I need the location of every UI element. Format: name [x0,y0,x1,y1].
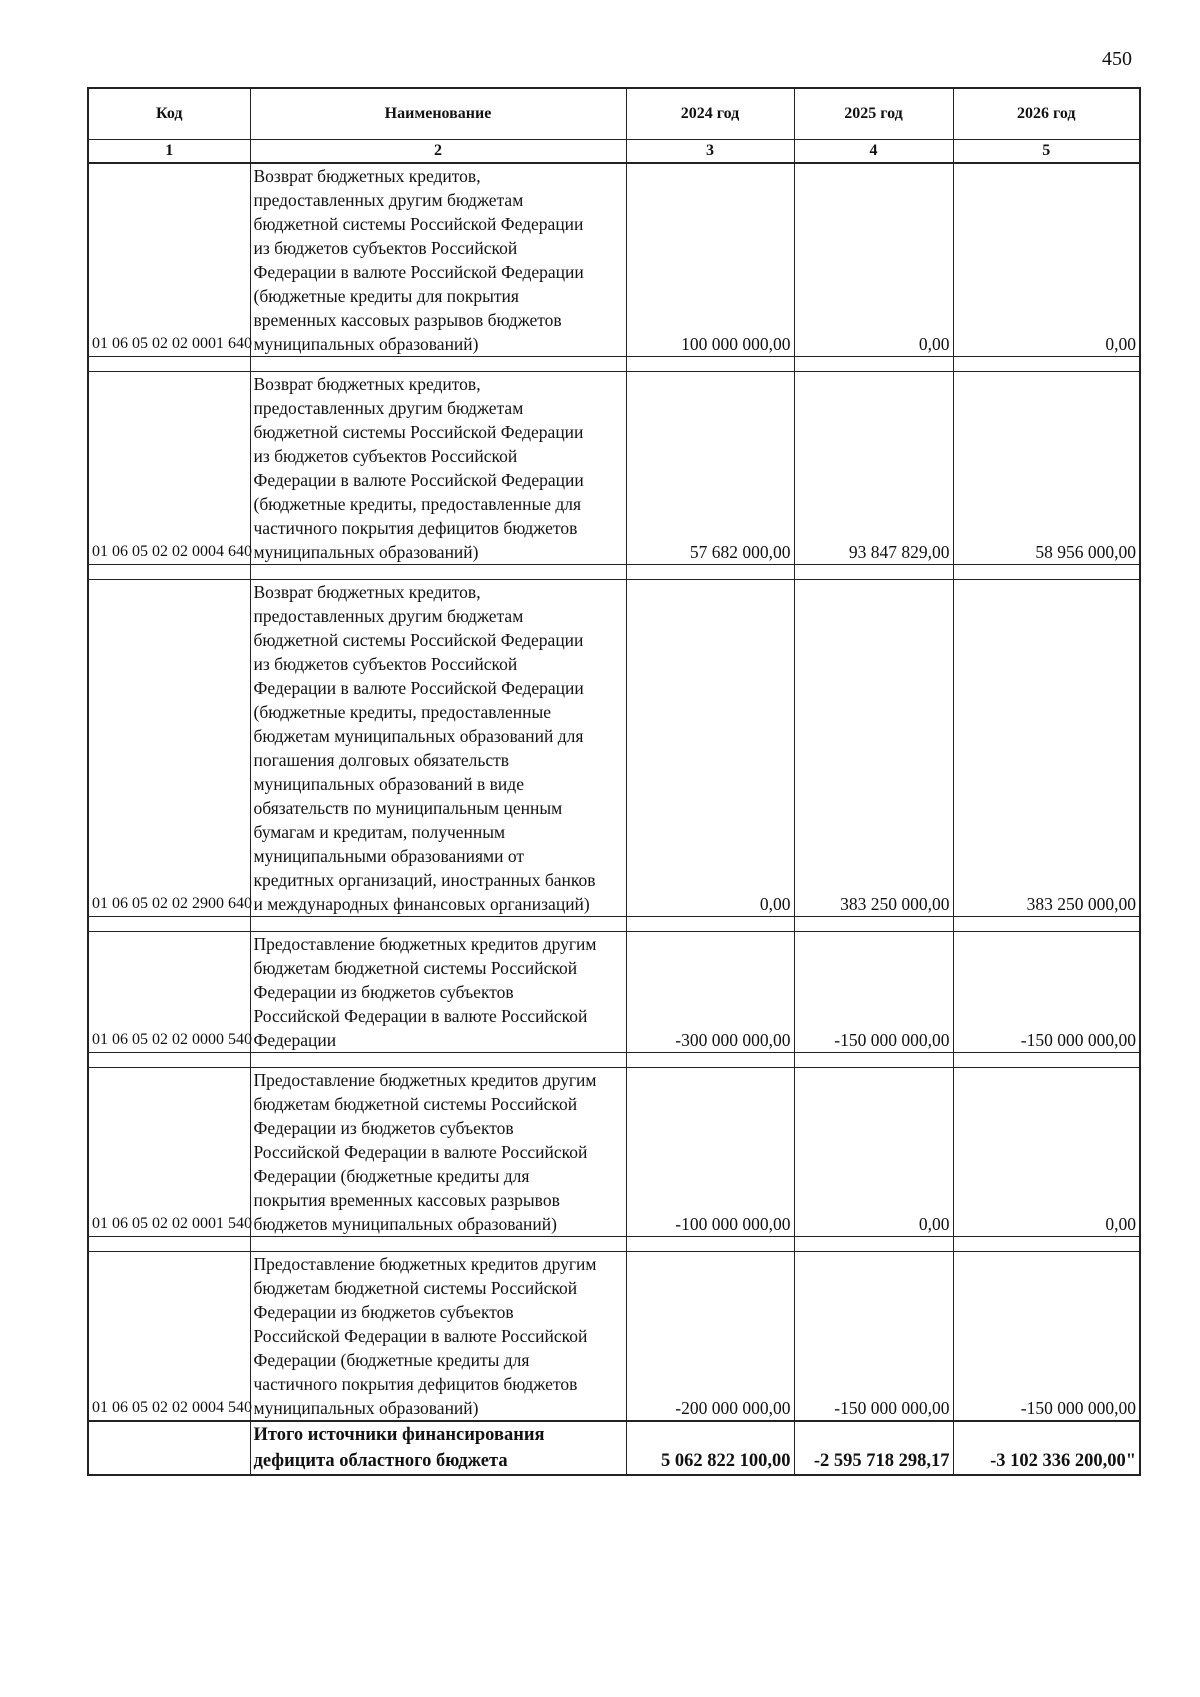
row-name-line: Федерации из бюджетов субъектов [253,1302,514,1322]
header-code: Код [88,88,250,140]
column-number: 2 [250,140,626,164]
row-name-line: бюджетам бюджетной системы Российской [253,1278,578,1298]
row-name-line: предоставленных другим бюджетам [253,190,524,210]
row-name-line: из бюджетов субъектов Российской [253,446,518,466]
spacer-cell [626,357,794,372]
spacer-cell [250,1237,626,1252]
row-name [250,1068,626,1237]
row-name-line: бюджетам бюджетной системы Российской [253,958,578,978]
row-value-2025: -150 000 000,00 [794,1252,953,1422]
spacer-cell [626,565,794,580]
column-number-row [88,140,1140,164]
budget-sources-table [87,87,1141,1476]
row-value-2025: 0,00 [794,163,953,357]
row-name-line: из бюджетов субъектов Российской [253,238,518,258]
row-code: 01 06 05 02 02 0001 640 [88,163,250,357]
spacer-cell [794,917,953,932]
spacer-row [88,1053,1140,1068]
row-name-line: (бюджетные кредиты, предоставленные для [253,494,582,514]
table-row [88,1068,1140,1237]
row-name-line: Федерации [253,1030,337,1050]
row-name-line: Федерации из бюджетов субъектов [253,1118,514,1138]
row-name-line: частичного покрытия дефицитов бюджетов [253,518,578,538]
row-name-line: Российской Федерации в валюте Российской [253,1006,588,1026]
spacer-cell [250,565,626,580]
header-name: Наименование [250,88,626,140]
column-number: 5 [953,140,1140,164]
header-row [88,88,1140,140]
spacer-cell [794,1053,953,1068]
column-number: 4 [794,140,953,164]
row-name-line: Итого источники финансирования [253,1425,545,1445]
total-value-2025: -2 595 718 298,17 [794,1421,953,1475]
row-name-line: муниципальных образований) [253,542,479,562]
spacer-cell [88,917,250,932]
spacer-cell [794,565,953,580]
row-name-line: временных кассовых разрывов бюджетов [253,310,562,330]
row-value-2024: -200 000 000,00 [626,1252,794,1422]
table-row [88,1252,1140,1422]
row-value-2024: -100 000 000,00 [626,1068,794,1237]
row-name-line: покрытия временных кассовых разрывов [253,1190,560,1210]
table-row [88,932,1140,1053]
spacer-cell [953,917,1140,932]
spacer-cell [953,1053,1140,1068]
row-name [250,163,626,357]
row-name [250,932,626,1053]
row-value-2025: -150 000 000,00 [794,932,953,1053]
row-name-line: муниципальных образований) [253,334,479,354]
row-name-line: предоставленных другим бюджетам [253,398,524,418]
row-name-line: Федерации (бюджетные кредиты для [253,1166,530,1186]
row-name-line: Предоставление бюджетных кредитов другим [253,1254,597,1274]
row-name [250,1252,626,1422]
row-name-line: Федерации в валюте Российской Федерации [253,470,584,490]
spacer-cell [88,565,250,580]
row-code: 01 06 05 02 02 0004 540 [88,1252,250,1422]
row-value-2026: 58 956 000,00 [953,372,1140,565]
total-value-2024: 5 062 822 100,00 [626,1421,794,1475]
spacer-cell [626,1237,794,1252]
row-code: 01 06 05 02 02 0000 540 [88,932,250,1053]
row-name-line: бюджетам бюджетной системы Российской [253,1094,578,1114]
row-value-2025: 93 847 829,00 [794,372,953,565]
spacer-cell [953,565,1140,580]
page-number: 450 [1102,48,1132,70]
row-value-2025: 383 250 000,00 [794,580,953,917]
row-name-line: и международных финансовых организаций) [253,894,590,914]
column-number: 1 [88,140,250,164]
row-code: 01 06 05 02 02 0004 640 [88,372,250,565]
spacer-cell [794,357,953,372]
row-value-2024: 57 682 000,00 [626,372,794,565]
row-name-line: погашения долговых обязательств [253,750,510,770]
row-name-line: частичного покрытия дефицитов бюджетов [253,1374,578,1394]
row-name-line: бюджетной системы Российской Федерации [253,630,584,650]
spacer-cell [626,1053,794,1068]
spacer-row [88,357,1140,372]
header-2025: 2025 год [794,88,953,140]
spacer-cell [88,357,250,372]
row-name [250,580,626,917]
row-name-line: (бюджетные кредиты, предоставленные [253,702,551,722]
spacer-cell [626,917,794,932]
row-name-line: Российской Федерации в валюте Российской [253,1326,588,1346]
row-value-2025: 0,00 [794,1068,953,1237]
spacer-row [88,565,1140,580]
row-name-line: Предоставление бюджетных кредитов другим [253,934,597,954]
column-number: 3 [626,140,794,164]
spacer-cell [953,357,1140,372]
row-name-line: дефицита областного бюджета [253,1451,508,1471]
row-name-line: муниципальных образований) [253,1398,479,1418]
spacer-cell [250,357,626,372]
spacer-cell [88,1053,250,1068]
row-name-line: бюджетной системы Российской Федерации [253,214,584,234]
table-header [88,88,1140,163]
row-code: 01 06 05 02 02 2900 640 [88,580,250,917]
table-row [88,163,1140,357]
table-row [88,580,1140,917]
table-row [88,372,1140,565]
spacer-cell [250,917,626,932]
row-name-line: кредитных организаций, иностранных банков [253,870,596,890]
spacer-cell [88,1237,250,1252]
row-value-2026: 383 250 000,00 [953,580,1140,917]
row-name-line: Федерации из бюджетов субъектов [253,982,514,1002]
row-name-line: муниципальных образований в виде [253,774,524,794]
row-name-line: бюджетам муниципальных образований для [253,726,584,746]
row-value-2026: -150 000 000,00 [953,932,1140,1053]
total-code [88,1421,250,1475]
row-value-2024: 100 000 000,00 [626,163,794,357]
row-name-line: Федерации (бюджетные кредиты для [253,1350,530,1370]
total-row [88,1421,1140,1475]
row-value-2026: -150 000 000,00 [953,1252,1140,1422]
spacer-row [88,917,1140,932]
spacer-cell [250,1053,626,1068]
row-name-line: Возврат бюджетных кредитов, [253,374,481,394]
row-name-line: Федерации в валюте Российской Федерации [253,678,584,698]
row-name-line: обязательств по муниципальным ценным [253,798,563,818]
table-body [88,163,1140,1475]
spacer-row [88,1237,1140,1252]
row-name [250,1421,626,1475]
header-2026: 2026 год [953,88,1140,140]
row-name-line: Федерации в валюте Российской Федерации [253,262,584,282]
row-name-line: Возврат бюджетных кредитов, [253,582,481,602]
row-value-2024: -300 000 000,00 [626,932,794,1053]
spacer-cell [953,1237,1140,1252]
row-value-2026: 0,00 [953,163,1140,357]
row-name-line: бюджетов муниципальных образований) [253,1214,557,1234]
row-value-2024: 0,00 [626,580,794,917]
row-name [250,372,626,565]
row-name-line: из бюджетов субъектов Российской [253,654,518,674]
row-name-line: Российской Федерации в валюте Российской [253,1142,588,1162]
total-value-2026: -3 102 336 200,00" [953,1421,1140,1475]
header-2024: 2024 год [626,88,794,140]
row-name-line: бюджетной системы Российской Федерации [253,422,584,442]
row-code: 01 06 05 02 02 0001 540 [88,1068,250,1237]
row-name-line: (бюджетные кредиты для покрытия [253,286,519,306]
spacer-cell [794,1237,953,1252]
row-name-line: предоставленных другим бюджетам [253,606,524,626]
row-name-line: Возврат бюджетных кредитов, [253,166,481,186]
row-name-line: бумагам и кредитам, полученным [253,822,506,842]
row-value-2026: 0,00 [953,1068,1140,1237]
row-name-line: Предоставление бюджетных кредитов другим [253,1070,597,1090]
row-name-line: муниципальными образованиями от [253,846,525,866]
